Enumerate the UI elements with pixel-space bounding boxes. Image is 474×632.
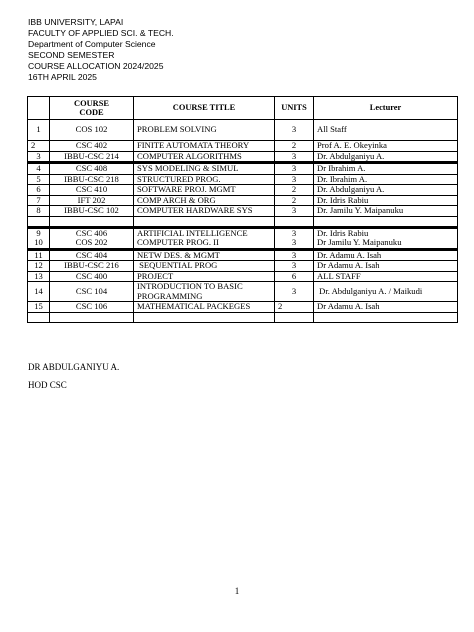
table-row — [28, 249, 458, 261]
table-row — [28, 120, 458, 141]
row-sn: 9 10 — [28, 227, 50, 249]
row-sn: 7 — [28, 195, 50, 206]
row-sn: 8 — [28, 206, 50, 217]
sn-header — [28, 97, 50, 120]
spacer-cell — [50, 216, 134, 227]
row-title: FINITE AUTOMATA THEORY — [134, 141, 275, 152]
row-code: CSC 406 COS 202 — [50, 227, 134, 249]
units-header: UNITS — [275, 97, 314, 120]
table-header-row — [28, 97, 458, 120]
row-sn: 4 — [28, 163, 50, 175]
row-lecturer: Dr Ibrahim A. — [314, 163, 458, 175]
row-sn: 3 — [28, 151, 50, 163]
table-row — [28, 261, 458, 272]
spacer-cell — [314, 312, 458, 322]
row-sn: 1 — [28, 120, 50, 141]
table-row — [28, 271, 458, 282]
row-code: IBBU-CSC 102 — [50, 206, 134, 217]
spacer-cell — [50, 312, 134, 322]
table-row — [28, 174, 458, 185]
row-sn: 13 — [28, 271, 50, 282]
row-title: ARTIFICIAL INTELLIGENCE COMPUTER PROG. II — [134, 227, 275, 249]
row-units: 2 — [275, 195, 314, 206]
row-code: CSC 404 — [50, 249, 134, 261]
row-units: 6 — [275, 271, 314, 282]
page-number: 1 — [234, 586, 240, 596]
row-units: 3 — [275, 163, 314, 175]
row-lecturer: Dr. Abdulganiyu A. — [314, 185, 458, 196]
row-title: COMPUTER HARDWARE SYS — [134, 206, 275, 217]
row-sn: 15 — [28, 302, 50, 313]
row-title: SYS MODELING & SIMUL — [134, 163, 275, 175]
table-row — [28, 206, 458, 217]
row-units: 3 — [275, 249, 314, 261]
table-spacer-row — [28, 216, 458, 227]
row-title: PROJECT — [134, 271, 275, 282]
row-lecturer: Dr. Ibrahim A. — [314, 174, 458, 185]
course-title-header: COURSE TITLE — [134, 97, 275, 120]
row-units: 3 3 — [275, 227, 314, 249]
row-title: MATHEMATICAL PACKEGES — [134, 302, 275, 313]
row-sn: 12 — [28, 261, 50, 272]
row-title: COMP ARCH & ORG — [134, 195, 275, 206]
row-code: CSC 402 — [50, 141, 134, 152]
row-units: 3 — [275, 206, 314, 217]
course-allocation-table — [27, 96, 458, 323]
allocation-title: COURSE ALLOCATION 2024/2025 — [28, 61, 164, 71]
row-lecturer: Prof A. E. Okeyinka — [314, 141, 458, 152]
row-code: CSC 400 — [50, 271, 134, 282]
row-title: INTRODUCTION TO BASIC PROGRAMMING — [134, 282, 275, 302]
table-spacer-row — [28, 312, 458, 322]
row-title: SOFTWARE PROJ. MGMT — [134, 185, 275, 196]
spacer-cell — [134, 312, 275, 322]
row-units: 3 — [275, 151, 314, 163]
table-row — [28, 141, 458, 152]
row-code: IBBU-CSC 218 — [50, 174, 134, 185]
row-lecturer: Dr Adamu A. Isah — [314, 261, 458, 272]
semester: SECOND SEMESTER — [28, 50, 115, 60]
spacer-cell — [28, 312, 50, 322]
table-row — [28, 302, 458, 313]
row-units: 3 — [275, 120, 314, 141]
row-lecturer: Dr. Adamu A. Isah — [314, 249, 458, 261]
row-code: CSC 106 — [50, 302, 134, 313]
row-lecturer: Dr. Abdulganiyu A. / Maikudi — [314, 282, 458, 302]
row-code: CSC 104 — [50, 282, 134, 302]
course-code-header: COURSE CODE — [50, 97, 134, 120]
faculty-name: FACULTY OF APPLIED SCI. & TECH. — [28, 28, 174, 38]
row-sn: 5 — [28, 174, 50, 185]
row-lecturer: Dr. Jamilu Y. Maipanuku — [314, 206, 458, 217]
row-title: STRUCTURED PROG. — [134, 174, 275, 185]
row-units: 2 — [275, 185, 314, 196]
spacer-cell — [275, 216, 314, 227]
row-units: 3 — [275, 261, 314, 272]
department-name: Department of Computer Science — [28, 39, 156, 49]
row-code: COS 102 — [50, 120, 134, 141]
row-title: PROBLEM SOLVING — [134, 120, 275, 141]
spacer-cell — [134, 216, 275, 227]
row-units: 2 — [275, 302, 314, 313]
row-lecturer: Dr. Abdulganiyu A. — [314, 151, 458, 163]
row-units: 3 — [275, 282, 314, 302]
table-row — [28, 195, 458, 206]
row-lecturer: Dr. Idris Rabiu Dr Jamilu Y. Maipanuku — [314, 227, 458, 249]
row-code: IBBU-CSC 216 — [50, 261, 134, 272]
row-units: 3 — [275, 174, 314, 185]
signatory-name: DR ABDULGANIYU A. — [28, 362, 120, 372]
row-code: IBBU-CSC 214 — [50, 151, 134, 163]
row-sn: 11 — [28, 249, 50, 261]
row-lecturer: All Staff — [314, 120, 458, 141]
table-row — [28, 282, 458, 302]
table-row — [28, 185, 458, 196]
row-sn: 6 — [28, 185, 50, 196]
row-code: IFT 202 — [50, 195, 134, 206]
spacer-cell — [28, 216, 50, 227]
row-title: SEQUENTIAL PROG — [134, 261, 275, 272]
document-header — [28, 17, 174, 83]
spacer-cell — [314, 216, 458, 227]
spacer-cell — [275, 312, 314, 322]
signatory-role: HOD CSC — [28, 380, 67, 390]
row-title: COMPUTER ALGORITHMS — [134, 151, 275, 163]
row-lecturer: ALL STAFF — [314, 271, 458, 282]
table-row — [28, 227, 458, 249]
lecturer-header: Lecturer — [314, 97, 458, 120]
row-sn: 2 — [28, 141, 50, 152]
document-date: 16TH APRIL 2025 — [28, 72, 97, 82]
row-code: CSC 408 — [50, 163, 134, 175]
row-units: 2 — [275, 141, 314, 152]
table-row — [28, 163, 458, 175]
table-row — [28, 151, 458, 163]
row-title: NETW DES. & MGMT — [134, 249, 275, 261]
row-lecturer: Dr Adamu A. Isah — [314, 302, 458, 313]
row-lecturer: Dr. Idris Rabiu — [314, 195, 458, 206]
row-code: CSC 410 — [50, 185, 134, 196]
university-name: IBB UNIVERSITY, LAPAI — [28, 17, 124, 27]
row-sn: 14 — [28, 282, 50, 302]
